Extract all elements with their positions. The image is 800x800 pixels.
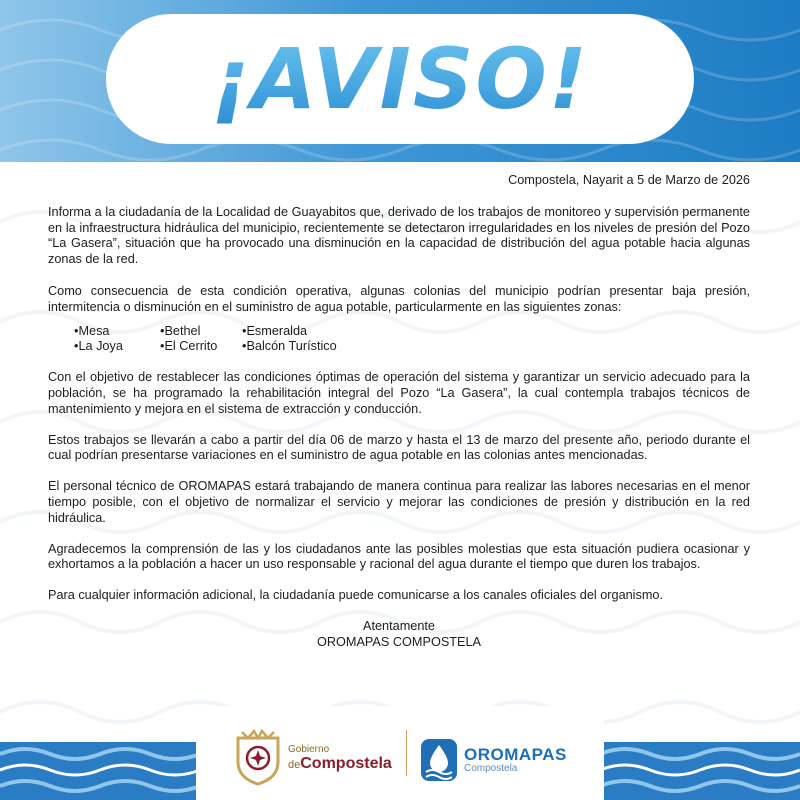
page-title: ¡AVISO! [210,30,590,128]
zone-item: •La Joya [74,339,123,354]
gobierno-crest-icon [232,728,284,786]
zone-item: •Bethel [160,323,201,338]
oromapas-subtitle: Compostela [464,763,518,774]
zone-list [74,324,750,356]
zone-item: •Esmeralda [242,323,308,338]
zone-item: •El Cerrito [160,339,218,354]
notice-body [48,162,750,651]
gobierno-label: Gobierno [288,744,330,755]
gobierno-name: Compostela [300,755,392,772]
paragraph: Para cualquier información adicional, la ciudadanía puede comunicarse a los canales oficiales del organismo. [48,588,663,603]
logo-divider [406,730,407,776]
paragraph: Estos trabajos se llevarán a cabo a partir del día 06 de marzo y hasta el 13 de marzo del presente año, periodo durante el cual podrían presentarse variaciones en el suministro de agua potable en las colonias antes mencionadas. [48,432,750,463]
dateline: Compostela, Nayarit a 5 de Marzo de 2026 [508,173,750,187]
signature: OROMAPAS COMPOSTELA [316,634,482,649]
gobierno-wordmark [288,744,398,773]
closing-salutation: Atentamente [363,618,435,633]
zone-item: •Balcón Turístico [242,339,337,354]
paragraph: Informa a la ciudadanía de la Localidad de Guayabitos que, derivado de los trabajos de monitoreo y supervisión permanente en la infraestructura hidráulica del municipio, recientemente se detectaron irregularidades en los niveles de presión del Pozo “La Gasera”, situación que ha provocado una disminución en la capacidad de distribución del agua potable hacia algunas zonas de la red. [48,204,750,267]
closing-block [48,619,750,651]
paragraph: Con el objetivo de restablecer las condiciones óptimas de operación del sistema y garantizar un servicio adecuado para la población, se ha programado la rehabilitación integral del Pozo “La Gasera”, la cual contempla trabajos técnicos de mantenimiento y mejora en el sistema de extracción y conducción. [48,370,750,416]
zone-item: •Mesa [74,323,110,338]
gobierno-de: de [288,759,301,771]
title-banner [106,14,694,144]
oromapas-drop-icon [420,738,458,782]
oromapas-name: OROMAPAS [464,745,567,764]
paragraph: Agradecemos la comprensión de las y los ciudadanos ante las posibles molestias que esta situación pudiera ocasionar y exhortamos a la población a hacer un uso responsable y racional del agua durante el tiempo que duren los trabajos. [48,541,750,572]
oromapas-wordmark [464,746,567,775]
paragraph: Como consecuencia de esta condición operativa, algunas colonias del municipio podrían presentar baja presión, intermitencia o disminución en el suministro de agua potable, particularmente en las siguientes zonas: [48,283,750,314]
paragraph: El personal técnico de OROMAPAS estará trabajando de manera continua para realizar las labores necesarias en el menor tiempo posible, con el objetivo de normalizar el servicio y mejorar las condiciones de presión y distribución en la red hidráulica. [48,479,750,525]
